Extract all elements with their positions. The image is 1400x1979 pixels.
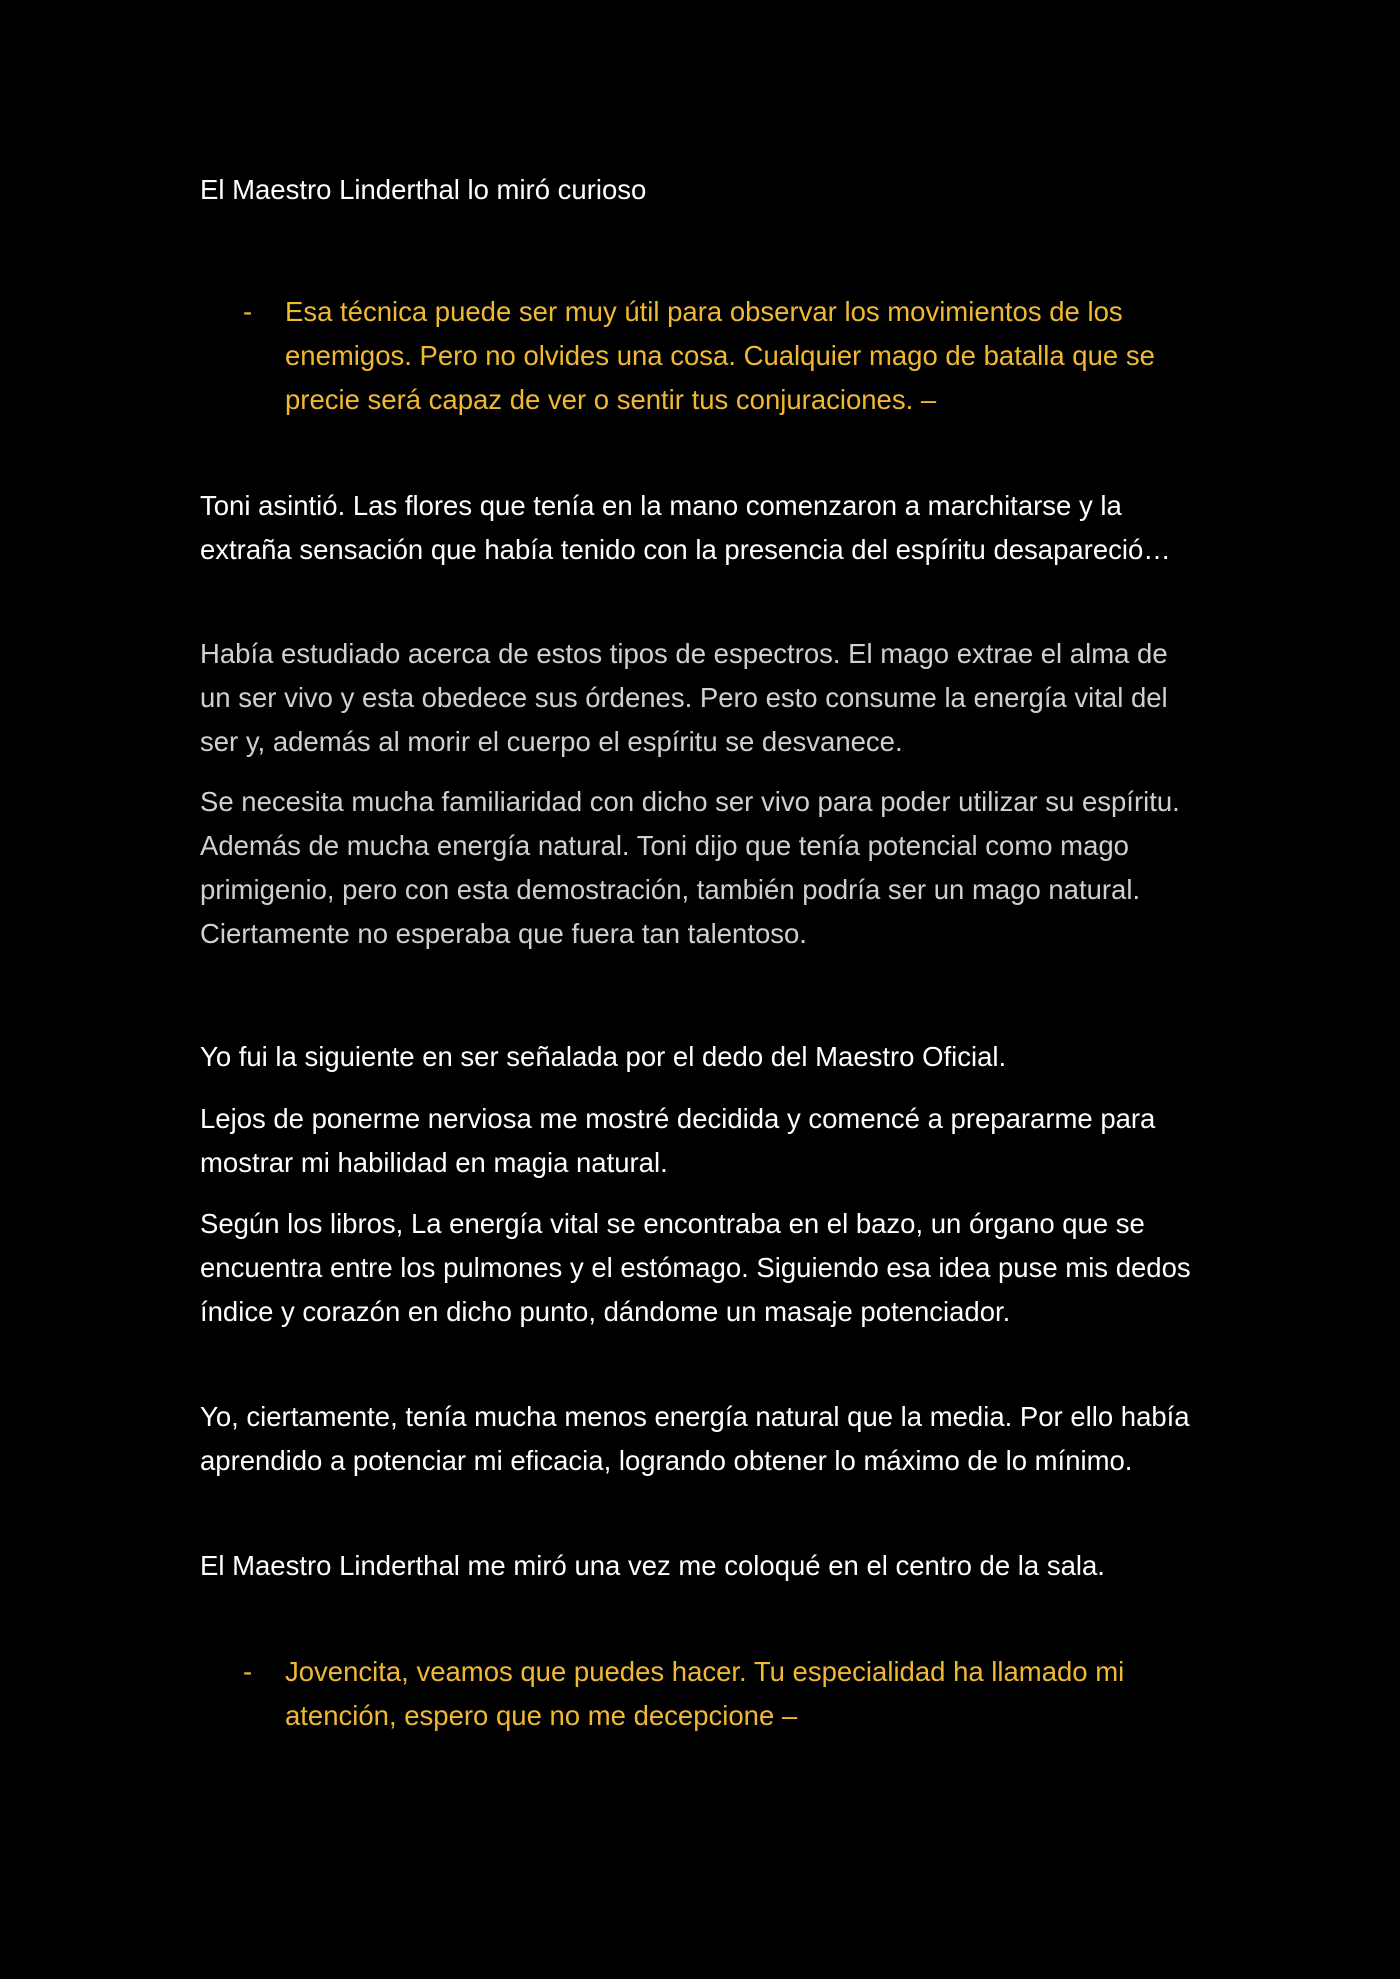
paragraph-narration: El Maestro Linderthal me miró una vez me coloqué en el centro de la sala.: [200, 1550, 1105, 1581]
paragraph-reflection: Había estudiado acerca de estos tipos de espectros. El mago extrae el alma de un ser vivo y esta obedece sus órdenes. Pero esto consume la energía vital del ser y, además al morir el cuerpo el espíritu se desvanece.: [200, 638, 1168, 757]
paragraph-narration: Yo fui la siguiente en ser señalada por el dedo del Maestro Oficial.: [200, 1041, 1007, 1072]
paragraph-narration: El Maestro Linderthal lo miró curioso: [200, 174, 647, 205]
paragraph-narration: Toni asintió. Las flores que tenía en la mano comenzaron a marchitarse y la extraña sensación que había tenido con la presencia del espíritu desapareció…: [200, 490, 1171, 565]
dialogue-text: Jovencita, veamos que puedes hacer. Tu especialidad ha llamado mi atención, espero que no me decepcione –: [285, 1656, 1125, 1731]
paragraph-narration: Lejos de ponerme nerviosa me mostré decidida y comencé a prepararme para mostrar mi habilidad en magia natural.: [200, 1103, 1156, 1178]
dialogue-dash: -: [243, 296, 253, 327]
paragraph-reflection: Se necesita mucha familiaridad con dicho ser vivo para poder utilizar su espíritu. Además de mucha energía natural. Toni dijo que tenía potencial como mago primigenio, pero con esta demostración, también podría ser un mago natural. Ciertamente no esperaba que fuera tan talentoso.: [200, 786, 1180, 949]
dialogue-text: Esa técnica puede ser muy útil para observar los movimientos de los enemigos. Pero no olvides una cosa. Cualquier mago de batalla que se precie será capaz de ver o sentir tus conjuraciones. –: [285, 296, 1155, 415]
paragraph-narration: Yo, ciertamente, tenía mucha menos energía natural que la media. Por ello había aprendido a potenciar mi eficacia, logrando obtener lo máximo de lo mínimo.: [200, 1401, 1190, 1476]
dialogue-dash: -: [243, 1656, 253, 1687]
paragraph-narration: Según los libros, La energía vital se encontraba en el bazo, un órgano que se encuentra entre los pulmones y el estómago. Siguiendo esa idea puse mis dedos índice y corazón en dicho punto, dándome un masaje potenciador.: [200, 1208, 1191, 1327]
